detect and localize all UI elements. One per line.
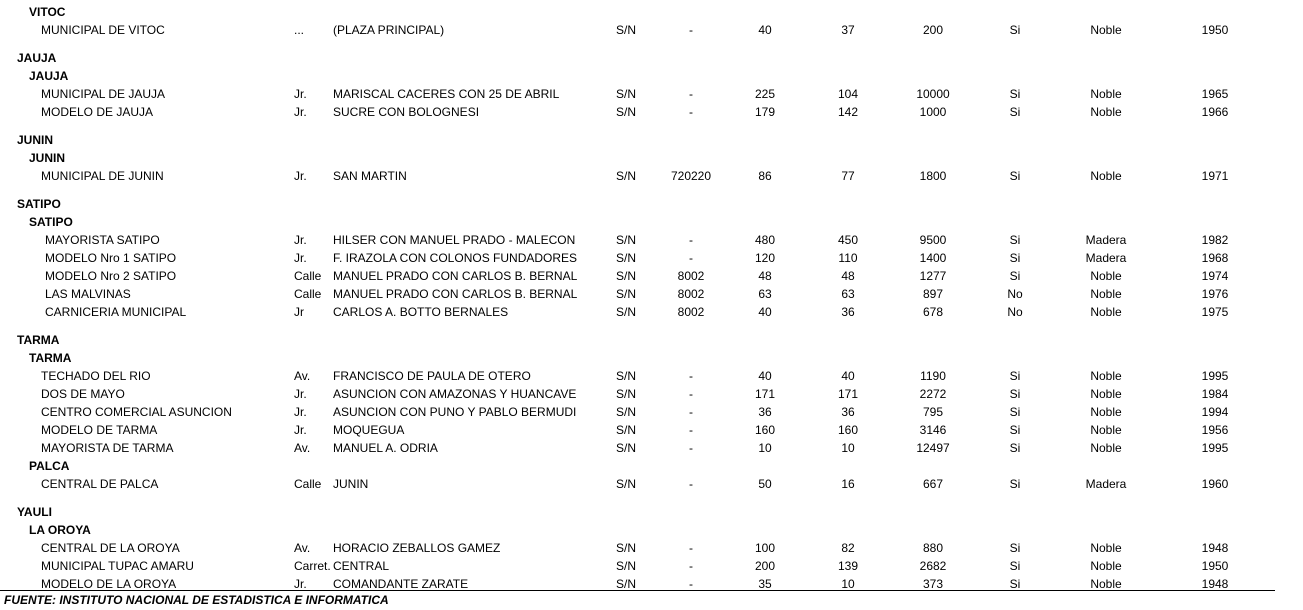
street-number-cell: S/N	[616, 287, 637, 301]
year-cell: 1950	[1201, 23, 1229, 37]
license-cell: Si	[1009, 105, 1021, 119]
stalls-occupied-cell: 139	[837, 559, 859, 573]
stalls-total-cell: 160	[754, 423, 776, 437]
phone-cell: -	[689, 105, 693, 119]
address-cell: COMANDANTE ZARATE	[333, 577, 469, 591]
year-cell: 1950	[1201, 559, 1229, 573]
material-cell: Noble	[1090, 105, 1122, 119]
stalls-occupied-cell: 160	[837, 423, 859, 437]
license-cell: Si	[1009, 541, 1021, 555]
year-cell: 1956	[1201, 423, 1229, 437]
address-cell: MANUEL PRADO CON CARLOS B. BERNAL	[333, 269, 578, 283]
street-number-cell: S/N	[616, 577, 637, 591]
table-row	[0, 439, 1303, 457]
street-number-cell: S/N	[616, 387, 637, 401]
source-note: FUENTE: INSTITUTO NACIONAL DE ESTADISTICA E INFORMATICA	[4, 593, 389, 607]
market-name-cell: TECHADO DEL RIO	[41, 369, 151, 383]
district-heading	[0, 213, 1303, 231]
street-type-cell: Jr.	[294, 251, 307, 265]
stalls-total-cell: 36	[758, 405, 772, 419]
stalls-occupied-cell: 77	[841, 169, 855, 183]
license-cell: No	[1007, 305, 1023, 319]
address-cell: HILSER CON MANUEL PRADO - MALECON	[333, 233, 576, 247]
district-heading	[0, 149, 1303, 167]
area-cell: 880	[922, 541, 944, 555]
area-cell: 373	[922, 577, 944, 591]
address-cell: ASUNCION CON AMAZONAS Y HUANCAVE	[333, 387, 577, 401]
area-cell: 2682	[919, 559, 947, 573]
table-row	[0, 403, 1303, 421]
table-row	[0, 267, 1303, 285]
material-cell: Noble	[1090, 441, 1122, 455]
material-cell: Noble	[1090, 287, 1122, 301]
area-cell: 12497	[916, 441, 950, 455]
table-row	[0, 21, 1303, 39]
stalls-total-cell: 10	[758, 441, 772, 455]
street-type-cell: Av.	[294, 541, 311, 555]
area-cell: 9500	[919, 233, 947, 247]
address-cell: (PLAZA PRINCIPAL)	[333, 23, 445, 37]
street-type-cell: Calle	[294, 477, 322, 491]
district-heading	[0, 67, 1303, 85]
phone-cell: -	[689, 251, 693, 265]
year-cell: 1995	[1201, 441, 1229, 455]
table-row	[0, 303, 1303, 321]
year-cell: 1976	[1201, 287, 1229, 301]
street-type-cell: Jr.	[294, 423, 307, 437]
table-row	[0, 557, 1303, 575]
street-type-cell: Jr.	[294, 105, 307, 119]
street-type-cell: Calle	[294, 269, 322, 283]
year-cell: 1984	[1201, 387, 1229, 401]
street-number-cell: S/N	[616, 559, 637, 573]
stalls-total-cell: 35	[758, 577, 772, 591]
area-cell: 200	[922, 23, 944, 37]
market-name-cell: CENTRO COMERCIAL ASUNCION	[41, 405, 232, 419]
street-type-cell: Av.	[294, 441, 311, 455]
license-cell: Si	[1009, 169, 1021, 183]
stalls-occupied-cell: 82	[841, 541, 855, 555]
market-name-cell: MAYORISTA DE TARMA	[41, 441, 174, 455]
phone-cell: -	[689, 387, 693, 401]
address-cell: MOQUEGUA	[333, 423, 405, 437]
address-cell: ASUNCION CON PUNO Y PABLO BERMUDI	[333, 405, 577, 419]
area-cell: 1277	[919, 269, 947, 283]
stalls-occupied-cell: 10	[841, 577, 855, 591]
material-cell: Noble	[1090, 269, 1122, 283]
phone-cell: 8002	[677, 269, 705, 283]
stalls-occupied-cell: 104	[837, 87, 859, 101]
phone-cell: -	[689, 369, 693, 383]
province-heading	[0, 503, 1303, 521]
stalls-total-cell: 40	[758, 305, 772, 319]
address-cell: CENTRAL	[333, 559, 390, 573]
stalls-total-cell: 40	[758, 369, 772, 383]
year-cell: 1948	[1201, 577, 1229, 591]
area-cell: 667	[922, 477, 944, 491]
address-cell: SAN MARTIN	[333, 169, 407, 183]
year-cell: 1960	[1201, 477, 1229, 491]
year-cell: 1982	[1201, 233, 1229, 247]
phone-cell: -	[689, 233, 693, 247]
area-cell: 795	[922, 405, 944, 419]
market-name-cell: MAYORISTA SATIPO	[45, 233, 160, 247]
province-name: YAULI	[17, 505, 52, 519]
phone-cell: -	[689, 441, 693, 455]
footer-rule	[0, 590, 1275, 591]
year-cell: 1948	[1201, 541, 1229, 555]
market-name-cell: MUNICIPAL DE VITOC	[41, 23, 165, 37]
phone-cell: -	[689, 577, 693, 591]
district-heading	[0, 349, 1303, 367]
province-name: SATIPO	[17, 197, 61, 211]
stalls-occupied-cell: 36	[841, 305, 855, 319]
street-number-cell: S/N	[616, 441, 637, 455]
address-cell: MARISCAL CACERES CON 25 DE ABRIL	[333, 87, 560, 101]
year-cell: 1968	[1201, 251, 1229, 265]
area-cell: 897	[922, 287, 944, 301]
province-name: TARMA	[17, 333, 60, 347]
market-name-cell: MODELO Nro 1 SATIPO	[45, 251, 177, 265]
material-cell: Noble	[1090, 169, 1122, 183]
table-row	[0, 103, 1303, 121]
year-cell: 1974	[1201, 269, 1229, 283]
table-row	[0, 421, 1303, 439]
province-heading	[0, 131, 1303, 149]
license-cell: Si	[1009, 269, 1021, 283]
street-type-cell: ...	[294, 23, 305, 37]
market-name-cell: CARNICERIA MUNICIPAL	[45, 305, 187, 319]
address-cell: CARLOS A. BOTTO BERNALES	[333, 305, 509, 319]
table-row	[0, 285, 1303, 303]
year-cell: 1995	[1201, 369, 1229, 383]
street-number-cell: S/N	[616, 269, 637, 283]
street-number-cell: S/N	[616, 369, 637, 383]
license-cell: Si	[1009, 577, 1021, 591]
province-heading	[0, 49, 1303, 67]
phone-cell: 8002	[677, 287, 705, 301]
license-cell: Si	[1009, 423, 1021, 437]
street-number-cell: S/N	[616, 477, 637, 491]
year-cell: 1994	[1201, 405, 1229, 419]
stalls-total-cell: 480	[754, 233, 776, 247]
stalls-occupied-cell: 110	[838, 251, 858, 265]
address-cell: F. IRAZOLA CON COLONOS FUNDADORES	[333, 251, 578, 265]
material-cell: Noble	[1090, 577, 1122, 591]
stalls-total-cell: 100	[754, 541, 776, 555]
year-cell: 1975	[1201, 305, 1229, 319]
license-cell: Si	[1009, 233, 1021, 247]
area-cell: 1000	[919, 105, 947, 119]
market-name-cell: MODELO DE JAUJA	[41, 105, 154, 119]
phone-cell: -	[689, 87, 693, 101]
stalls-total-cell: 120	[754, 251, 776, 265]
stalls-occupied-cell: 36	[841, 405, 855, 419]
material-cell: Noble	[1090, 23, 1122, 37]
table-row	[0, 385, 1303, 403]
address-cell: HORACIO ZEBALLOS GAMEZ	[333, 541, 501, 555]
market-name-cell: MODELO Nro 2 SATIPO	[45, 269, 177, 283]
material-cell: Noble	[1090, 87, 1122, 101]
stalls-occupied-cell: 10	[841, 441, 855, 455]
street-type-cell: Jr.	[294, 169, 307, 183]
material-cell: Noble	[1090, 305, 1122, 319]
street-number-cell: S/N	[616, 87, 637, 101]
material-cell: Noble	[1090, 423, 1122, 437]
area-cell: 2272	[919, 387, 947, 401]
district-name: SATIPO	[29, 215, 73, 229]
phone-cell: 720220	[670, 169, 712, 183]
license-cell: Si	[1009, 477, 1021, 491]
district-name: PALCA	[29, 459, 70, 473]
stalls-occupied-cell: 171	[837, 387, 859, 401]
stalls-total-cell: 40	[758, 23, 772, 37]
stalls-total-cell: 200	[754, 559, 776, 573]
street-type-cell: Jr.	[294, 233, 307, 247]
stalls-total-cell: 171	[754, 387, 776, 401]
license-cell: Si	[1009, 441, 1021, 455]
phone-cell: -	[689, 423, 693, 437]
district-name: VITOC	[29, 5, 66, 19]
street-number-cell: S/N	[616, 233, 637, 247]
street-type-cell: Av.	[294, 369, 311, 383]
phone-cell: -	[689, 23, 693, 37]
year-cell: 1966	[1201, 105, 1229, 119]
area-cell: 1400	[919, 251, 947, 265]
material-cell: Madera	[1085, 233, 1127, 247]
table-row	[0, 249, 1303, 267]
area-cell: 3146	[919, 423, 947, 437]
address-cell: FRANCISCO DE PAULA DE OTERO	[333, 369, 531, 383]
year-cell: 1971	[1201, 169, 1229, 183]
license-cell: Si	[1009, 387, 1021, 401]
street-type-cell: Jr	[294, 305, 304, 319]
phone-cell: -	[689, 559, 693, 573]
market-name-cell: LAS MALVINAS	[45, 287, 131, 301]
phone-cell: -	[689, 405, 693, 419]
license-cell: No	[1007, 287, 1023, 301]
market-name-cell: MODELO DE LA OROYA	[41, 577, 177, 591]
district-heading	[0, 521, 1303, 539]
material-cell: Noble	[1090, 387, 1122, 401]
market-name-cell: MUNICIPAL DE JAUJA	[41, 87, 166, 101]
stalls-occupied-cell: 48	[841, 269, 855, 283]
area-cell: 678	[922, 305, 944, 319]
street-number-cell: S/N	[616, 23, 637, 37]
market-name-cell: MUNICIPAL TUPAC AMARU	[41, 559, 194, 573]
table-row	[0, 475, 1303, 493]
street-type-cell: Jr.	[294, 577, 307, 591]
street-type-cell: Calle	[294, 287, 322, 301]
stalls-total-cell: 179	[754, 105, 776, 119]
market-name-cell: DOS DE MAYO	[41, 387, 125, 401]
district-name: TARMA	[29, 351, 72, 365]
phone-cell: 8002	[677, 305, 705, 319]
license-cell: Si	[1009, 559, 1021, 573]
stalls-occupied-cell: 450	[837, 233, 859, 247]
table-row	[0, 367, 1303, 385]
province-heading	[0, 195, 1303, 213]
district-heading	[0, 3, 1303, 21]
area-cell: 10000	[916, 87, 950, 101]
table-row	[0, 85, 1303, 103]
address-cell: MANUEL A. ODRIA	[333, 441, 438, 455]
area-cell: 1190	[920, 369, 946, 383]
stalls-occupied-cell: 37	[841, 23, 855, 37]
street-type-cell: Jr.	[294, 405, 307, 419]
stalls-occupied-cell: 16	[841, 477, 855, 491]
market-name-cell: CENTRAL DE LA OROYA	[41, 541, 180, 555]
street-type-cell: Carret.	[294, 559, 331, 573]
address-cell: JUNIN	[333, 477, 369, 491]
stalls-total-cell: 48	[758, 269, 772, 283]
street-number-cell: S/N	[616, 105, 637, 119]
street-number-cell: S/N	[616, 405, 637, 419]
phone-cell: -	[689, 477, 693, 491]
license-cell: Si	[1009, 251, 1021, 265]
material-cell: Noble	[1090, 559, 1122, 573]
stalls-occupied-cell: 40	[841, 369, 855, 383]
table-row	[0, 231, 1303, 249]
province-heading	[0, 331, 1303, 349]
province-name: JUNIN	[17, 133, 54, 147]
stalls-total-cell: 50	[758, 477, 772, 491]
street-number-cell: S/N	[616, 169, 637, 183]
license-cell: Si	[1009, 87, 1021, 101]
street-type-cell: Jr.	[294, 387, 307, 401]
address-cell: SUCRE CON BOLOGNESI	[333, 105, 480, 119]
stalls-total-cell: 225	[754, 87, 776, 101]
material-cell: Madera	[1085, 251, 1127, 265]
street-number-cell: S/N	[616, 423, 637, 437]
district-name: JUNIN	[29, 151, 66, 165]
district-name: LA OROYA	[29, 523, 91, 537]
phone-cell: -	[689, 541, 693, 555]
license-cell: Si	[1009, 369, 1021, 383]
street-number-cell: S/N	[616, 305, 637, 319]
table-row	[0, 539, 1303, 557]
market-name-cell: MUNICIPAL DE JUNIN	[41, 169, 164, 183]
material-cell: Noble	[1090, 369, 1122, 383]
stalls-total-cell: 63	[758, 287, 772, 301]
stalls-total-cell: 86	[758, 169, 772, 183]
street-number-cell: S/N	[616, 251, 637, 265]
material-cell: Noble	[1090, 541, 1122, 555]
district-heading	[0, 457, 1303, 475]
table-row	[0, 167, 1303, 185]
stalls-occupied-cell: 63	[841, 287, 855, 301]
address-cell: MANUEL PRADO CON CARLOS B. BERNAL	[333, 287, 578, 301]
area-cell: 1800	[919, 169, 947, 183]
street-number-cell: S/N	[616, 541, 637, 555]
district-name: JAUJA	[29, 69, 69, 83]
license-cell: Si	[1009, 405, 1021, 419]
market-name-cell: MODELO DE TARMA	[41, 423, 158, 437]
province-name: JAUJA	[17, 51, 57, 65]
street-type-cell: Jr.	[294, 87, 307, 101]
license-cell: Si	[1009, 23, 1021, 37]
market-name-cell: CENTRAL DE PALCA	[41, 477, 159, 491]
year-cell: 1965	[1201, 87, 1229, 101]
material-cell: Noble	[1090, 405, 1122, 419]
material-cell: Madera	[1085, 477, 1127, 491]
stalls-occupied-cell: 142	[837, 105, 859, 119]
